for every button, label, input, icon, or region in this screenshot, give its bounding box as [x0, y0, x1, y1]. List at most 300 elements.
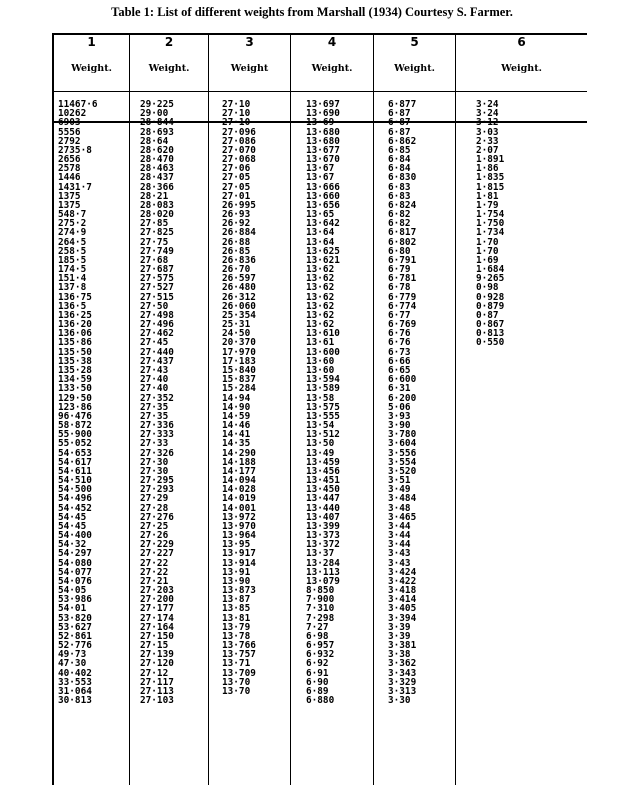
weight-value: 13·62: [306, 291, 335, 303]
weight-value: 26·85: [222, 245, 251, 257]
weight-value: 13·970: [222, 520, 256, 532]
weight-value: 27·45: [140, 337, 169, 349]
weight-value: 1·750: [476, 218, 505, 230]
weight-value: 27·10: [222, 108, 251, 120]
weight-value: 13·757: [222, 649, 256, 661]
column-6-values: [476, 100, 504, 348]
weight-value: 26·884: [222, 227, 256, 239]
weight-value: 11467·6: [58, 99, 98, 110]
weight-value: 26·995: [222, 199, 256, 211]
weight-value: 27·174: [140, 612, 174, 624]
weight-value: 1431·7: [58, 181, 92, 193]
weight-value: 29·00: [140, 108, 169, 120]
weight-value: 27·096: [222, 126, 256, 138]
weight-value: 174·5: [58, 264, 87, 276]
weight-value: 27·85: [140, 218, 169, 230]
weight-value: 27·575: [140, 273, 174, 285]
weight-value: 13·709: [222, 667, 256, 679]
weight-value: 55·052: [58, 438, 92, 450]
weight-value: 1·835: [476, 172, 505, 184]
weight-value: 27·01: [222, 190, 251, 202]
weight-value: 13·972: [222, 511, 256, 523]
weight-value: 133·50: [58, 383, 92, 395]
weight-value: 1·754: [476, 209, 505, 221]
weight-value: 2792: [58, 135, 81, 147]
weight-value: 13·54: [306, 420, 335, 432]
weight-value: 3·44: [388, 520, 411, 532]
weight-value: 13·660: [306, 190, 340, 202]
weight-value: 13·70: [222, 676, 251, 688]
weight-value: 27·070: [222, 144, 256, 156]
column-divider-1: [129, 33, 130, 785]
weight-value: 6·73: [388, 346, 411, 358]
weight-value: 13·64: [306, 236, 335, 248]
column-divider-4: [373, 33, 374, 785]
weight-value: 13·70: [222, 686, 251, 697]
weight-value: 13·87: [222, 594, 251, 606]
weight-value: 28·020: [140, 209, 174, 221]
weight-value: 54·32: [58, 539, 87, 551]
weight-value: 13·90: [222, 575, 251, 587]
weight-value: 28·693: [140, 126, 174, 138]
weight-value: 27·825: [140, 227, 174, 239]
weight-value: 27·25: [140, 520, 169, 532]
column-4-label: Weight.: [311, 63, 353, 74]
weight-value: 54·080: [58, 557, 92, 569]
column-1-label: Weight.: [71, 63, 112, 74]
weight-value: 13·680: [306, 126, 340, 138]
weight-value: 13·62: [306, 309, 335, 321]
weight-value: 49·73: [58, 649, 87, 661]
weight-value: 28·083: [140, 199, 174, 211]
weight-value: 54·510: [58, 475, 92, 487]
left-border: [52, 33, 54, 785]
weight-value: 27·10: [222, 117, 251, 129]
weight-value: 27·15: [140, 640, 169, 652]
weight-value: 27·113: [140, 686, 174, 697]
weight-value: 3·48: [388, 502, 411, 514]
weight-value: 13·62: [306, 282, 335, 294]
weight-value: 6·769: [388, 319, 417, 331]
weight-value: 26·92: [222, 218, 251, 230]
weight-value: 0·928: [476, 291, 505, 303]
weight-value: 27·333: [140, 429, 174, 441]
weight-value: 6·200: [388, 392, 417, 404]
weight-value: 3·24: [476, 99, 499, 110]
weight-value: 3·484: [388, 493, 417, 505]
weight-value: 53·820: [58, 612, 92, 624]
weight-value: 40·402: [58, 667, 92, 679]
weight-value: 13·85: [222, 603, 251, 615]
weight-value: 13·78: [222, 630, 251, 642]
weight-value: 27·30: [140, 456, 169, 468]
weight-value: 27·35: [140, 410, 169, 422]
weight-value: 13·600: [306, 346, 340, 358]
weight-value: 135·86: [58, 337, 92, 349]
weight-value: 3·44: [388, 539, 411, 551]
weight-value: 3·394: [388, 612, 417, 624]
weight-value: 13·451: [306, 475, 340, 487]
weight-value: 47·30: [58, 658, 87, 670]
weight-value: 13·37: [306, 548, 335, 560]
column-5-number: 5: [410, 35, 419, 49]
weight-value: 13·917: [222, 548, 256, 560]
weight-value: 25·31: [222, 319, 251, 331]
header-divider: [52, 91, 587, 92]
weight-value: 6·98: [306, 630, 329, 642]
weight-value: 13·512: [306, 429, 340, 441]
weight-value: 13·113: [306, 566, 340, 578]
column-4-number: 4: [327, 35, 337, 49]
column-3-label: Weight: [230, 63, 269, 74]
column-5-label: Weight.: [394, 63, 435, 74]
weight-value: 27·05: [222, 172, 251, 184]
weight-value: 14·59: [222, 410, 251, 422]
weight-value: 27·200: [140, 594, 174, 606]
weight-value: 10262: [58, 108, 87, 120]
weight-value: 27·687: [140, 264, 174, 276]
weight-value: 6·802: [388, 236, 417, 248]
weight-value: 27·68: [140, 254, 169, 266]
column-6-label: Weight.: [501, 63, 542, 74]
weight-value: 6·76: [388, 337, 411, 349]
weight-value: 258·5: [58, 245, 87, 257]
weight-value: 13·81: [222, 612, 251, 624]
weight-value: 6·87: [388, 117, 411, 129]
weight-value: 13·642: [306, 218, 340, 230]
weight-value: 17·183: [222, 355, 256, 367]
weight-value: 6·957: [306, 640, 335, 652]
weight-value: 13·656: [306, 199, 340, 211]
weight-value: 1·815: [476, 181, 505, 193]
weight-value: 3·12: [476, 117, 499, 129]
weight-value: 6·862: [388, 135, 417, 147]
weight-value: 6·87: [388, 108, 411, 120]
weight-value: 14·90: [222, 401, 251, 413]
weight-value: 3·556: [388, 447, 417, 459]
column-6-number: 6: [517, 35, 526, 49]
weight-value: 28·470: [140, 154, 174, 166]
weight-value: 13·61: [306, 337, 335, 349]
weight-value: 27·068: [222, 154, 256, 166]
weight-value: 6·84: [388, 163, 411, 175]
weight-value: 27·527: [140, 282, 174, 294]
column-2-values: [140, 100, 174, 705]
weight-value: 3·424: [388, 566, 417, 578]
weight-value: 6·90: [306, 676, 329, 688]
column-divider-3: [290, 33, 291, 785]
weight-value: 6903: [58, 117, 81, 129]
column-2-label: Weight.: [148, 63, 190, 74]
weight-value: 3·43: [388, 548, 411, 560]
weight-value: 27·28: [140, 502, 169, 514]
weight-value: 28·366: [140, 181, 174, 193]
weight-value: 6·89: [306, 686, 329, 697]
weight-value: 7·298: [306, 612, 335, 624]
column-3-values: [222, 100, 256, 696]
weight-value: 54·077: [58, 566, 92, 578]
weight-value: 3·39: [388, 630, 411, 642]
weight-value: 27·05: [222, 181, 251, 193]
weight-value: 123·86: [58, 401, 92, 413]
weight-value: 13·440: [306, 502, 340, 514]
weight-value: 13·71: [222, 658, 251, 670]
weight-value: 54·400: [58, 530, 92, 542]
weight-value: 0·87: [476, 309, 499, 321]
weight-value: 3·405: [388, 603, 417, 615]
weight-value: 52·861: [58, 630, 92, 642]
weight-value: 26·597: [222, 273, 256, 285]
weight-value: 274·9: [58, 227, 87, 239]
column-1-values: [58, 100, 98, 705]
weight-value: 27·40: [140, 374, 169, 386]
weight-value: 3·554: [388, 456, 417, 468]
weight-value: 3·38: [388, 649, 411, 661]
weight-value: 1·891: [476, 154, 505, 166]
weight-value: 13·914: [222, 557, 256, 569]
weight-value: 3·329: [388, 676, 417, 688]
weight-value: 13·610: [306, 328, 340, 340]
weight-value: 136·5: [58, 300, 87, 312]
weight-value: 6·87: [388, 126, 411, 138]
weight-value: 13·621: [306, 254, 340, 266]
weight-value: 13·65: [306, 209, 335, 221]
weight-value: 3·44: [388, 530, 411, 542]
weight-value: 6·817: [388, 227, 417, 239]
weight-value: 0·98: [476, 282, 499, 294]
column-2-number: 2: [164, 35, 174, 49]
weight-value: 25·354: [222, 309, 256, 321]
weight-value: 3·49: [388, 484, 411, 496]
weight-value: 27·50: [140, 300, 169, 312]
weight-value: 13·58: [306, 392, 335, 404]
weight-value: 6·85: [388, 144, 411, 156]
weight-value: 27·21: [140, 575, 169, 587]
weight-value: 2656: [58, 154, 81, 166]
weight-value: 137·8: [58, 282, 87, 294]
weight-value: 26·060: [222, 300, 256, 312]
weight-value: 13·079: [306, 575, 340, 587]
weight-value: 6·91: [306, 667, 329, 679]
weight-value: 31·064: [58, 686, 92, 697]
weight-value: 6·76: [388, 328, 411, 340]
weight-value: 13·697: [306, 99, 340, 110]
weight-value: 96·476: [58, 410, 92, 422]
weight-value: 13·373: [306, 530, 340, 542]
weight-value: 13·67: [306, 163, 335, 175]
table-caption: Table 1: List of different weights from Marshall (1934) Courtesy S. Farmer.: [111, 5, 513, 19]
weight-value: 14·019: [222, 493, 256, 505]
weight-value: 136·75: [58, 291, 92, 303]
weight-value: 185·5: [58, 254, 87, 266]
weight-value: 13·62: [306, 319, 335, 331]
weight-value: 13·64: [306, 227, 335, 239]
weight-value: 6·82: [388, 209, 411, 221]
weight-value: 54·653: [58, 447, 92, 459]
weight-value: 136·06: [58, 328, 92, 340]
weight-value: 1446: [58, 172, 81, 184]
weight-value: 14·41: [222, 429, 251, 441]
weight-value: 151·4: [58, 273, 87, 285]
weight-value: 3·362: [388, 658, 417, 670]
weight-value: 6·880: [306, 695, 335, 707]
weight-value: 0·879: [476, 300, 505, 312]
weight-value: 3·422: [388, 575, 417, 587]
weight-value: 27·43: [140, 364, 169, 376]
column-5-values: [388, 100, 416, 705]
weight-value: 1375: [58, 199, 81, 211]
weight-value: 3·24: [476, 108, 499, 120]
weight-value: 26·312: [222, 291, 256, 303]
weight-value: 27·227: [140, 548, 174, 560]
weight-value: 27·29: [140, 493, 169, 505]
weight-value: 27·177: [140, 603, 174, 615]
weight-value: 6·80: [388, 245, 411, 257]
weight-value: 14·46: [222, 420, 251, 432]
weight-value: 7·310: [306, 603, 335, 615]
weight-value: 3·414: [388, 594, 417, 606]
weight-value: 1·81: [476, 190, 499, 202]
weight-value: 27·229: [140, 539, 174, 551]
weight-value: 26·836: [222, 254, 256, 266]
weight-value: 3·90: [388, 420, 411, 432]
weight-value: 27·203: [140, 585, 174, 597]
weight-value: 3·43: [388, 557, 411, 569]
weight-value: 28·21: [140, 190, 169, 202]
weight-value: 27·103: [140, 695, 174, 707]
weight-value: 54·297: [58, 548, 92, 560]
weight-value: 13·91: [222, 566, 251, 578]
weight-value: 135·38: [58, 355, 92, 367]
weight-value: 27·336: [140, 420, 174, 432]
weight-value: 30·813: [58, 695, 92, 707]
column-3-number: 3: [245, 35, 254, 49]
weight-value: 6·781: [388, 273, 417, 285]
weight-value: 27·440: [140, 346, 174, 358]
weight-value: 13·284: [306, 557, 340, 569]
weight-value: 13·62: [306, 300, 335, 312]
weight-value: 55·900: [58, 429, 92, 441]
weight-value: 27·75: [140, 236, 169, 248]
weight-value: 27·462: [140, 328, 174, 340]
weight-value: 13·95: [222, 539, 251, 551]
weight-value: 13·62: [306, 264, 335, 276]
weight-value: 14·177: [222, 465, 256, 477]
weight-value: 136·20: [58, 319, 92, 331]
weight-value: 27·164: [140, 621, 174, 633]
weight-value: 14·94: [222, 392, 251, 404]
weight-value: 27·22: [140, 566, 169, 578]
weight-value: 52·776: [58, 640, 92, 652]
weight-value: 13·62: [306, 273, 335, 285]
weight-value: 3·520: [388, 465, 417, 477]
weight-value: 13·60: [306, 364, 335, 376]
weight-value: 1·684: [476, 264, 505, 276]
weight-value: 3·465: [388, 511, 417, 523]
weight-value: 26·70: [222, 264, 251, 276]
weight-value: 6·92: [306, 658, 329, 670]
weight-value: 13·49: [306, 447, 335, 459]
column-4-values: [306, 100, 340, 705]
weight-value: 27·276: [140, 511, 174, 523]
weight-value: 0·867: [476, 319, 505, 331]
weight-value: 15·284: [222, 383, 256, 395]
weight-value: 13·555: [306, 410, 340, 422]
weight-value: 135·50: [58, 346, 92, 358]
weight-value: 17·970: [222, 346, 256, 358]
weight-value: 13·60: [306, 355, 335, 367]
weight-value: 20·370: [222, 337, 256, 349]
weight-value: 2·07: [476, 144, 499, 156]
weight-value: 33·553: [58, 676, 92, 688]
weight-value: 24·50: [222, 328, 251, 340]
weight-value: 27·117: [140, 676, 174, 688]
weight-value: 28·463: [140, 163, 174, 175]
weight-value: 6·600: [388, 374, 417, 386]
weight-value: 3·313: [388, 686, 417, 697]
weight-value: 3·418: [388, 585, 417, 597]
weight-value: 6·932: [306, 649, 335, 661]
weight-value: 3·30: [388, 695, 411, 707]
weight-value: 13·79: [222, 621, 251, 633]
weight-value: 13·399: [306, 520, 340, 532]
weight-value: 6·78: [388, 282, 411, 294]
weight-value: 14·290: [222, 447, 256, 459]
weight-value: 14·094: [222, 475, 256, 487]
weight-value: 1·70: [476, 245, 499, 257]
weight-value: 27·06: [222, 163, 251, 175]
weight-value: 13·67: [306, 172, 335, 184]
weight-value: 27·150: [140, 630, 174, 642]
weight-value: 27·515: [140, 291, 174, 303]
weight-value: 129·50: [58, 392, 92, 404]
weight-value: 6·31: [388, 383, 411, 395]
weight-value: 54·01: [58, 603, 87, 615]
weight-value: 13·964: [222, 530, 256, 542]
weight-value: 54·496: [58, 493, 92, 505]
weight-value: 14·001: [222, 502, 256, 514]
weight-value: 54·611: [58, 465, 92, 477]
weight-value: 6·824: [388, 199, 417, 211]
weight-value: 13·873: [222, 585, 256, 597]
weight-value: 6·66: [388, 355, 411, 367]
weight-value: 6·877: [388, 99, 417, 110]
weight-value: 28·64: [140, 135, 169, 147]
weight-value: 2735·8: [58, 144, 92, 156]
weight-value: 1·70: [476, 236, 499, 248]
weight-value: 54·500: [58, 484, 92, 496]
weight-value: 2578: [58, 163, 81, 175]
weight-value: 6·84: [388, 154, 411, 166]
weight-value: 27·10: [222, 99, 251, 110]
column-divider-5: [455, 33, 456, 785]
weight-value: 13·589: [306, 383, 340, 395]
weight-value: 27·352: [140, 392, 174, 404]
weight-value: 26·480: [222, 282, 256, 294]
weight-value: 6·83: [388, 190, 411, 202]
weight-value: 27·33: [140, 438, 169, 450]
weight-value: 27·30: [140, 465, 169, 477]
weight-value: 6·82: [388, 218, 411, 230]
weight-value: 3·381: [388, 640, 417, 652]
weight-value: 27·12: [140, 667, 169, 679]
weight-value: 1375: [58, 190, 81, 202]
weight-value: 1·734: [476, 227, 505, 239]
weight-value: 28·437: [140, 172, 174, 184]
weight-value: 13·625: [306, 245, 340, 257]
weight-value: 7·27: [306, 621, 329, 633]
weight-value: 8·850: [306, 585, 335, 597]
